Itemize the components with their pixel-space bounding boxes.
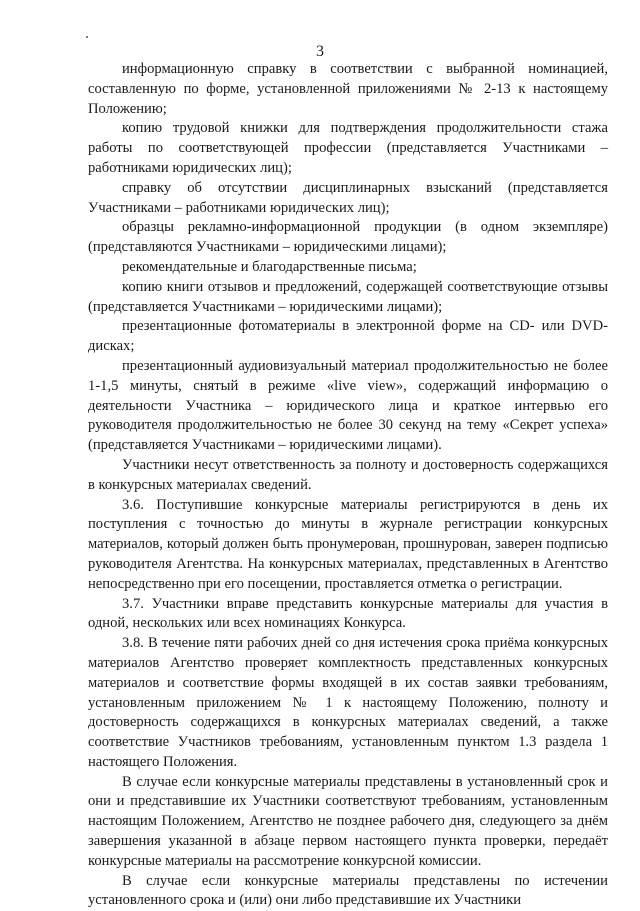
paragraph-letters: рекомендательные и благодарственные письма;	[122, 258, 417, 275]
paragraph-ad-samples: образцы рекламно-информационной продукции (в одном экземпляре) (представляются Участниками – юридическими лицами);	[88, 219, 608, 256]
paragraph-video-material: презентационный аудиовизуальный материал продолжительностью не более 1-1,5 минуты, снятый в режиме «live view», содержащий информацию о деятельности Участника – юридического лица и краткое интервью его руководителя продолжительностью не более 30 секунд на тему «Секрет успеха» (представляется Участниками – юридическими лицами).	[88, 357, 608, 454]
paragraph-feedback-book: копию книги отзывов и предложений, содержащей соответствующие отзывы (представляется Участниками – юридическими лицами);	[88, 278, 608, 315]
paragraph-3-8: 3.8. В течение пяти рабочих дней со дня истечения срока приёма конкурсных материалов Агентство проверяет комплектность представленных конкурсных материалов и соответствие формы входящей в их состав заявки требованиям, установленным приложением № 1 к настоящему Положению, полноту и достоверность содержащихся в конкурсных материалах сведений, а также соответствие Участников требованиям, установленным пунктом 1.3 раздела 1 настоящего Положения.	[88, 635, 608, 770]
paragraph-in-time: В случае если конкурсные материалы представлены в установленный срок и они и представившие их Участники соответствуют требованиям, установленным настоящим Положением, Агентство не позднее рабочего дня, следующего за днём завершения указанной в абзаце первом настоящего пункта проверки, передаёт конкурсные материалы на рассмотрение конкурсной комиссии.	[88, 773, 608, 869]
scan-speck	[86, 36, 88, 38]
paragraph-3-6: 3.6. Поступившие конкурсные материалы регистрируются в день их поступления с точностью до минуты в журнале регистрации конкурсных материалов, который должен быть пронумерован, прошнурован, заверен подписью руководителя Агентства. На конкурсных материалах, представленных в Агентство непосредственно при его посещении, проставляется отметка о регистрации.	[88, 496, 608, 592]
page-number: 3	[316, 43, 324, 60]
paragraph-responsibility: Участники несут ответственность за полноту и достоверность содержащихся в конкурсных материалах сведений.	[88, 456, 608, 493]
paragraph-photo-materials: презентационные фотоматериалы в электронной форме на CD- или DVD-дисках;	[88, 318, 608, 355]
document-body	[88, 60, 608, 911]
paragraph-work-book: копию трудовой книжки для подтверждения продолжительности стажа работы по соответствующей профессии (представляется Участниками – работниками юридических лиц);	[88, 120, 608, 176]
paragraph-info-note: информационную справку в соответствии с выбранной номинацией, составленную по форме, установленной приложениями № 2-13 к настоящему Положению;	[88, 61, 608, 117]
paragraph-3-7: 3.7. Участники вправе представить конкурсные материалы для участия в одной, нескольких или всех номинациях Конкурса.	[88, 595, 608, 632]
paragraph-late: В случае если конкурсные материалы представлены по истечении установленного срока и (или) они либо представившие их Участники	[88, 872, 608, 909]
paragraph-no-penalties: справку об отсутствии дисциплинарных взысканий (представляется Участниками – работниками юридических лиц);	[88, 179, 608, 216]
